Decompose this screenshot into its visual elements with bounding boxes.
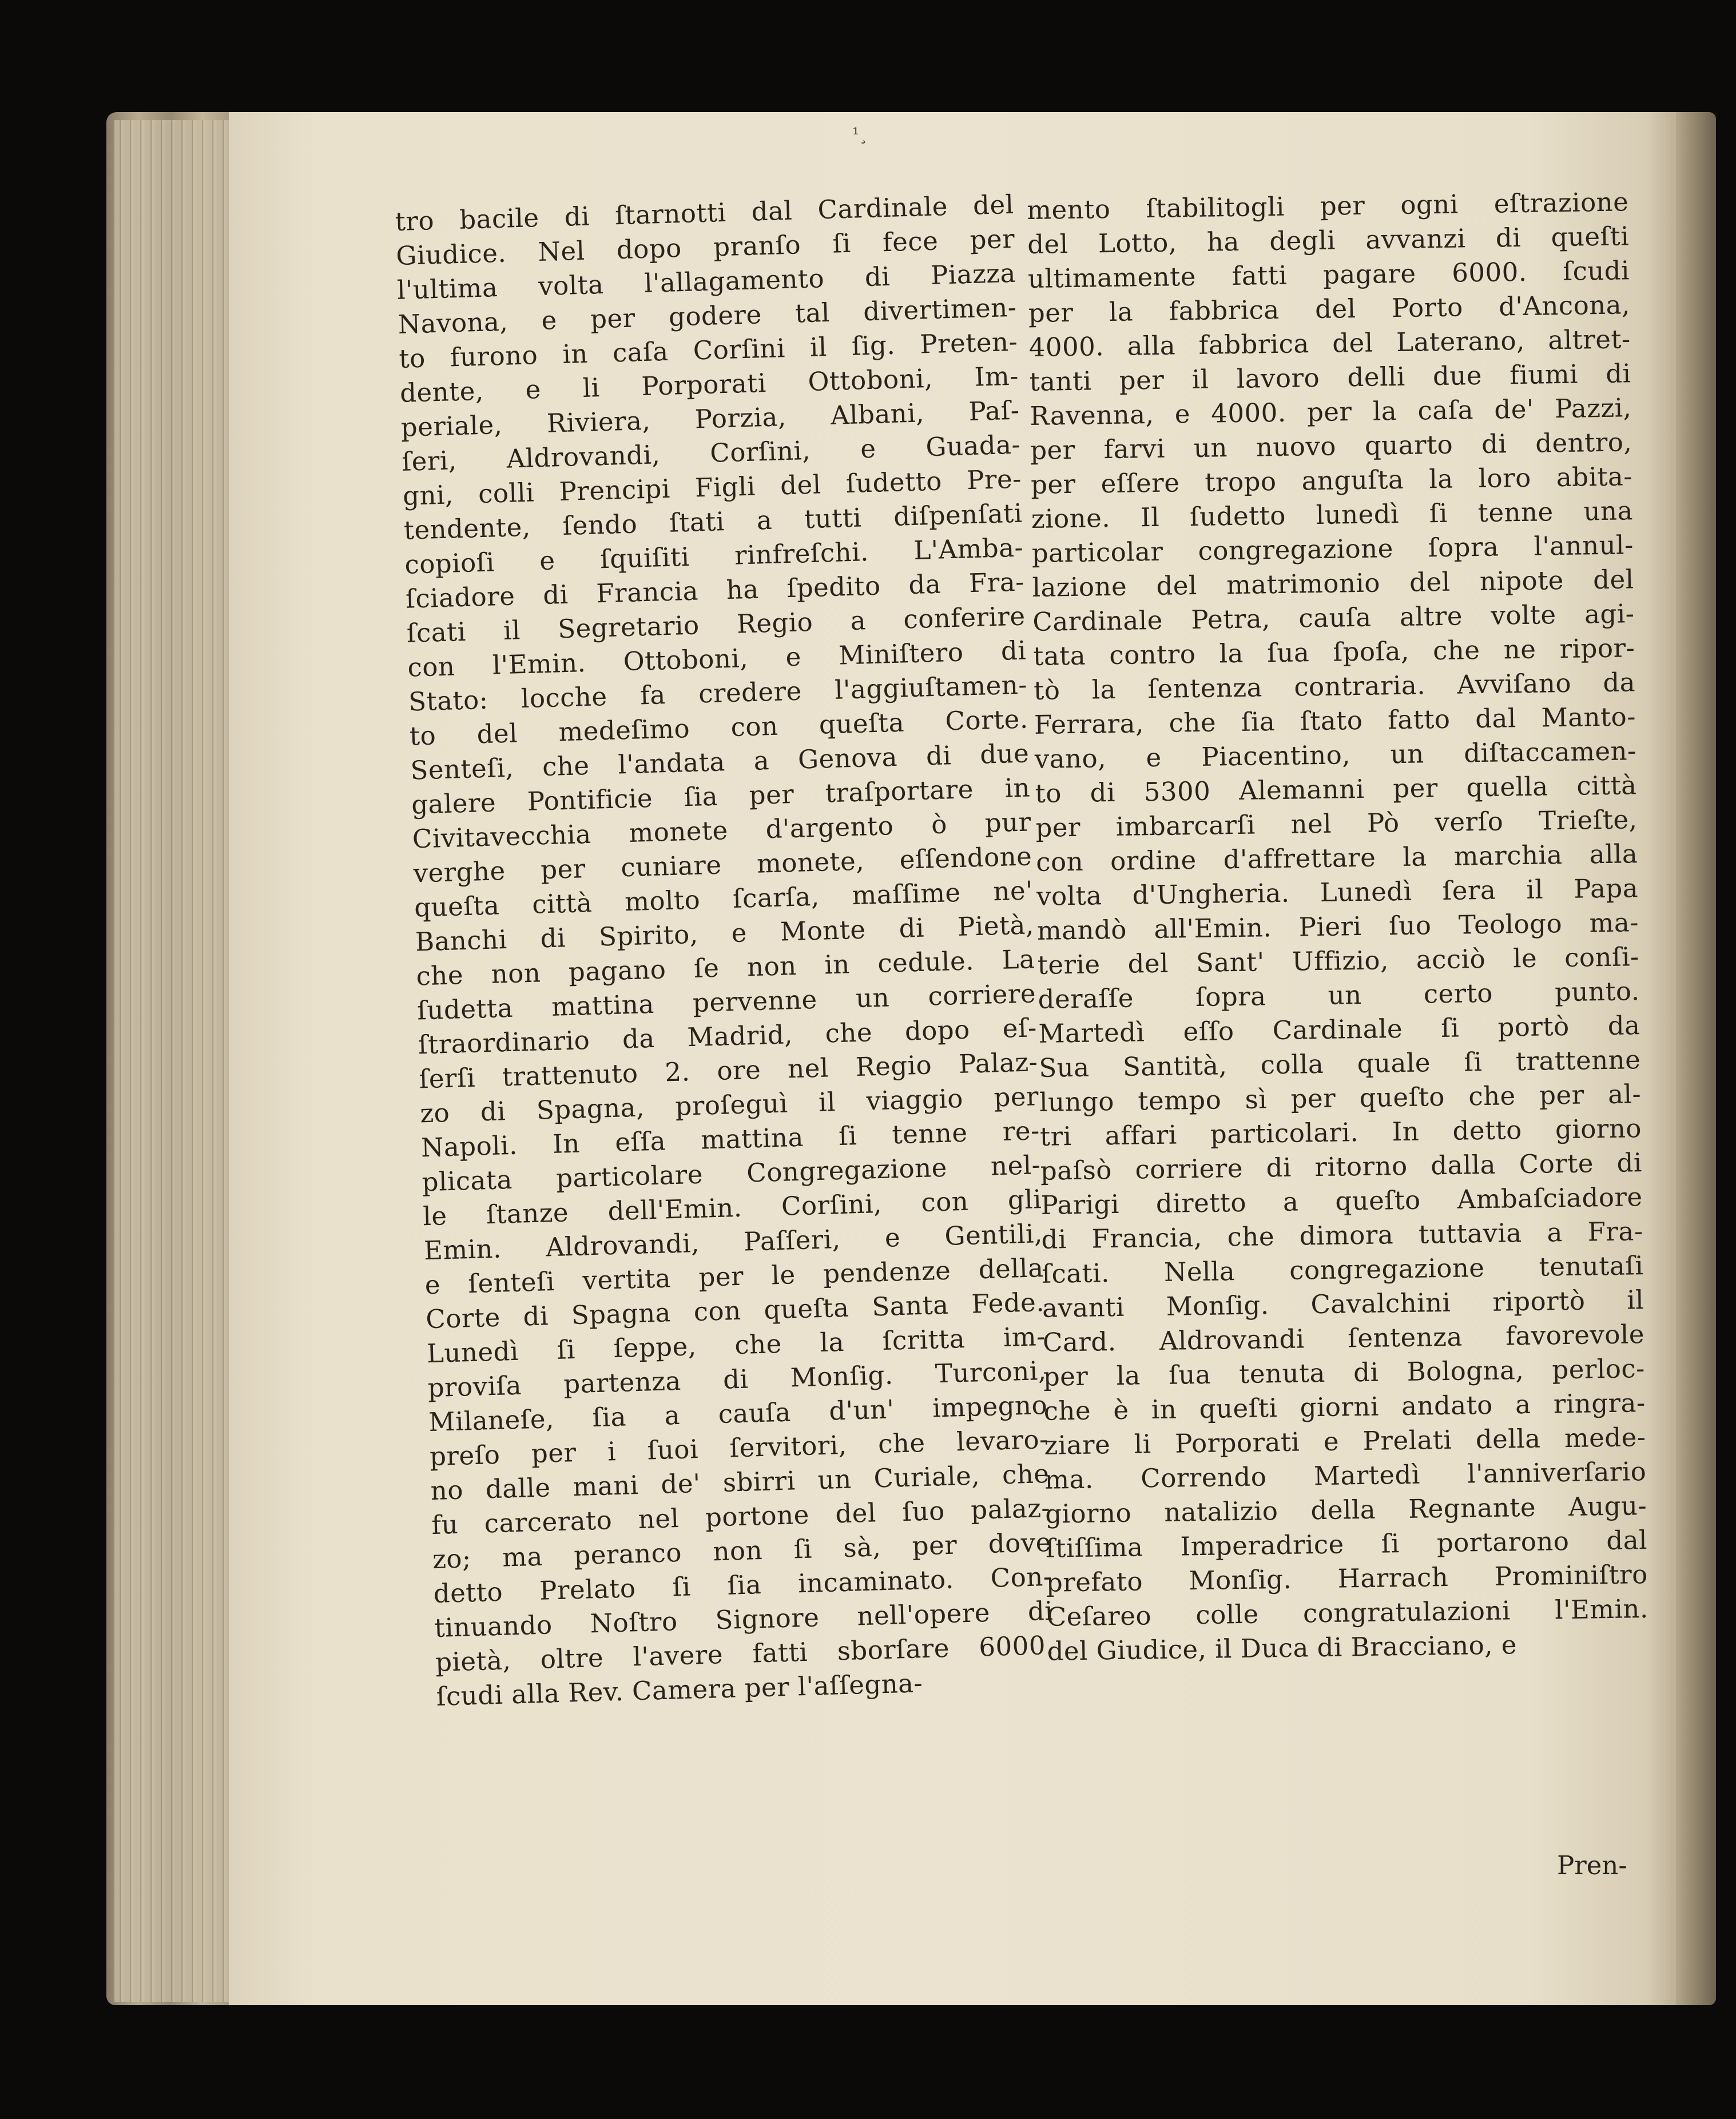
text-line: mento ſtabilitogli per ogni eſtrazione bbox=[1027, 186, 1629, 225]
text-line: particolar congregazione ſopra l'annul- bbox=[1031, 530, 1634, 568]
text-line: Corte di Spagna con queſta Santa Fede. bbox=[425, 1287, 1045, 1335]
text-line: per la ſua tenuta di Bologna, perloc- bbox=[1043, 1353, 1646, 1392]
text-line: copioſi e ſquiſiti rinfreſchi. L'Amba- bbox=[404, 532, 1024, 580]
text-line: per eſſere tropo anguſta la loro abita- bbox=[1030, 461, 1633, 500]
text-line: le ſtanze dell'Emin. Corſini, con gli bbox=[422, 1184, 1042, 1232]
text-line: detto Prelato ſi ſia incaminato. Con- bbox=[433, 1561, 1053, 1609]
text-line: Martedì eſſo Cardinale ſi portò da bbox=[1038, 1010, 1640, 1049]
text-line: to di 5300 Alemanni per quella città bbox=[1035, 770, 1637, 809]
text-line: e ſenteſi vertita per le pendenze della bbox=[424, 1253, 1044, 1301]
text-line: to del medeſimo con queſta Corte. bbox=[409, 703, 1029, 752]
text-line: preſo per i ſuoi ſervitori, che levaro- bbox=[429, 1424, 1049, 1472]
text-line: Ferrara, che ſia ſtato fatto dal Manto- bbox=[1034, 701, 1636, 740]
text-line: proviſa partenza di Monſig. Turconi, bbox=[427, 1355, 1047, 1404]
text-line: verghe per cuniare monete, eſſendone bbox=[412, 841, 1032, 889]
text-line: plicata particolare Congregazione nel- bbox=[421, 1150, 1042, 1198]
text-line: ultimamente fatti pagare 6000. ſcudi bbox=[1027, 255, 1630, 294]
text-line: l'ultima volta l'allagamento di Piazza bbox=[396, 257, 1016, 305]
text-line: tendente, ſendo ſtati a tutti diſpenſati bbox=[403, 498, 1023, 546]
text-line: dente, e li Porporati Ottoboni, Im- bbox=[399, 360, 1019, 408]
text-line: queſta città molto ſcarſa, maſſime ne' bbox=[414, 875, 1034, 923]
text-line: zione. Il ſudetto lunedì ſi tenne una bbox=[1031, 495, 1634, 534]
text-line: vano, e Piacentino, un diſtaccamen- bbox=[1034, 736, 1637, 774]
text-line: tanti per il lavoro delli due fiumi di bbox=[1029, 358, 1631, 397]
text-line: di Francia, che dimora tuttavia a Fra- bbox=[1041, 1216, 1643, 1255]
text-line: Lunedì ſi ſeppe, che la ſcritta im- bbox=[426, 1321, 1046, 1369]
text-line: con l'Emin. Ottoboni, e Miniſtero di bbox=[407, 635, 1027, 683]
text-line: per la fabbrica del Porto d'Ancona, bbox=[1028, 289, 1631, 328]
text-line: del Lotto, ha degli avvanzi di queſti bbox=[1027, 221, 1630, 260]
text-line: Emin. Aldrovandi, Paſſeri, e Gentili, bbox=[423, 1218, 1043, 1266]
text-line: no dalle mani de' sbirri un Curiale, che bbox=[430, 1458, 1050, 1506]
text-line: per farvi un nuovo quarto di dentro, bbox=[1030, 427, 1632, 466]
text-line: to furono in caſa Corſini il ſig. Preten- bbox=[398, 326, 1018, 374]
text-line: del Giudice, il Duca di Bracciano, e bbox=[1047, 1629, 1517, 1667]
text-line: ma. Correndo Martedì l'anniverſario bbox=[1044, 1456, 1647, 1495]
text-line: lungo tempo sì per queſto che per al- bbox=[1039, 1079, 1642, 1118]
text-line: mandò all'Emin. Pieri ſuo Teologo ma- bbox=[1036, 907, 1639, 946]
text-line: galere Pontificie ſia per traſportare in bbox=[411, 772, 1031, 820]
text-line: ſerſi trattenuto 2. ore nel Regio Palaz- bbox=[418, 1047, 1039, 1095]
text-line: ſudetta mattina pervenne un corriere bbox=[416, 978, 1036, 1026]
text-line: che è in queſti giorni andato a ringra- bbox=[1043, 1388, 1646, 1426]
left-text-column bbox=[395, 188, 1055, 1714]
text-line: zo; ma peranco non ſi sà, per dove bbox=[432, 1526, 1052, 1575]
text-line: Giudice. Nel dopo pranſo ſi fece per bbox=[395, 223, 1015, 271]
text-line: ſcudi alla Rev. Camera per l'aſſegna- bbox=[436, 1668, 923, 1712]
text-line: con ordine d'affrettare la marchia alla bbox=[1035, 838, 1638, 877]
text-line: volta d'Ungheria. Lunedì ſera il Papa bbox=[1036, 873, 1639, 912]
text-line: Sua Santità, colla quale ſi trattenne bbox=[1038, 1044, 1641, 1083]
text-line: ſcati il Segretario Regio a conferire bbox=[406, 601, 1026, 649]
right-text-column bbox=[1027, 185, 1649, 1668]
text-line: fu carcerato nel portone del ſuo palaz- bbox=[431, 1492, 1051, 1541]
text-line: Navona, e per godere tal divertimen- bbox=[398, 292, 1018, 340]
text-line: paſsò corriere di ritorno dalla Corte di bbox=[1040, 1147, 1643, 1186]
text-line: 4000. alla fabbrica del Laterano, altret- bbox=[1028, 324, 1631, 363]
text-line: Parigi diretto a queſto Ambaſciadore bbox=[1040, 1182, 1643, 1220]
text-line: ſcati. Nella congregazione tenutaſi bbox=[1042, 1250, 1644, 1289]
text-line: tro bacile di ſtarnotti dal Cardinale del bbox=[395, 189, 1015, 237]
text-line: che non pagano ſe non in cedule. La bbox=[415, 944, 1035, 992]
text-line: Stato: locche fa credere l'aggiuſtamen- bbox=[408, 669, 1028, 717]
text-line: terie del Sant' Uffizio, acciò le conſi- bbox=[1037, 941, 1640, 980]
page-edges bbox=[114, 120, 246, 2002]
text-line: Ceſareo colle congratulazioni l'Emin. bbox=[1046, 1593, 1649, 1632]
catchword: Pren- bbox=[1557, 1850, 1627, 1881]
text-line: prefato Monſig. Harrach Prominiſtro bbox=[1046, 1559, 1648, 1598]
text-line: avanti Monſig. Cavalchini riportò il bbox=[1042, 1285, 1644, 1323]
text-line: ſtiſſima Imperadrice ſi portarono dal bbox=[1045, 1525, 1648, 1564]
text-line: Cardinale Petra, cauſa altre volte agi- bbox=[1032, 598, 1635, 637]
text-line: zo di Spagna, proſeguì il viaggio per bbox=[419, 1081, 1039, 1129]
text-line: Napoli. In eſſa mattina ſi tenne re- bbox=[420, 1115, 1040, 1163]
text-line: lazione del matrimonio del nipote del bbox=[1032, 564, 1634, 603]
text-line: Milaneſe, ſia a cauſa d'un' impegno bbox=[428, 1389, 1048, 1438]
text-line: ſciadore di Francia ha ſpedito da Fra- bbox=[405, 566, 1025, 614]
text-line: Banchi di Spirito, e Monte di Pietà, bbox=[415, 909, 1035, 957]
text-line: ziare li Porporati e Prelati della mede- bbox=[1044, 1422, 1646, 1461]
page-mark: ¹¸ bbox=[852, 125, 868, 145]
text-line: tinuando Noſtro Signore nell'opere di bbox=[434, 1595, 1054, 1644]
text-line: per imbarcarſi nel Pò verſo Trieſte, bbox=[1035, 804, 1638, 843]
binding-edge bbox=[1676, 112, 1716, 2005]
text-line: tata contro la ſua ſpoſa, che ne ripor- bbox=[1032, 633, 1635, 671]
text-line: deraſſe ſopra un certo punto. bbox=[1038, 976, 1640, 1015]
text-line: ſeri, Aldrovandi, Corſini, e Guada- bbox=[401, 429, 1021, 477]
text-line: ſtraordinario da Madrid, che dopo eſ- bbox=[418, 1012, 1038, 1060]
text-line: Senteſi, che l'andata a Genova di due bbox=[410, 738, 1030, 786]
text-line: Card. Aldrovandi ſentenza favorevole bbox=[1042, 1319, 1645, 1358]
text-line: tò la ſentenza contraria. Avviſano da bbox=[1033, 667, 1636, 706]
text-line: giorno natalizio della Regnante Augu- bbox=[1044, 1490, 1647, 1529]
text-line: gni, colli Prencipi Figli del ſudetto Pre- bbox=[402, 463, 1022, 511]
text-line: tri affari particolari. In detto giorno bbox=[1039, 1113, 1642, 1152]
text-line: Ravenna, e 4000. per la caſa de' Pazzi, bbox=[1030, 392, 1632, 431]
text-line: pietà, oltre l'avere fatti sborſare 6000. bbox=[435, 1629, 1055, 1677]
text-line: Civitavecchia monete d'argento ò pur bbox=[412, 806, 1032, 854]
text-line: periale, Riviera, Porzia, Albani, Paſ- bbox=[400, 395, 1020, 443]
